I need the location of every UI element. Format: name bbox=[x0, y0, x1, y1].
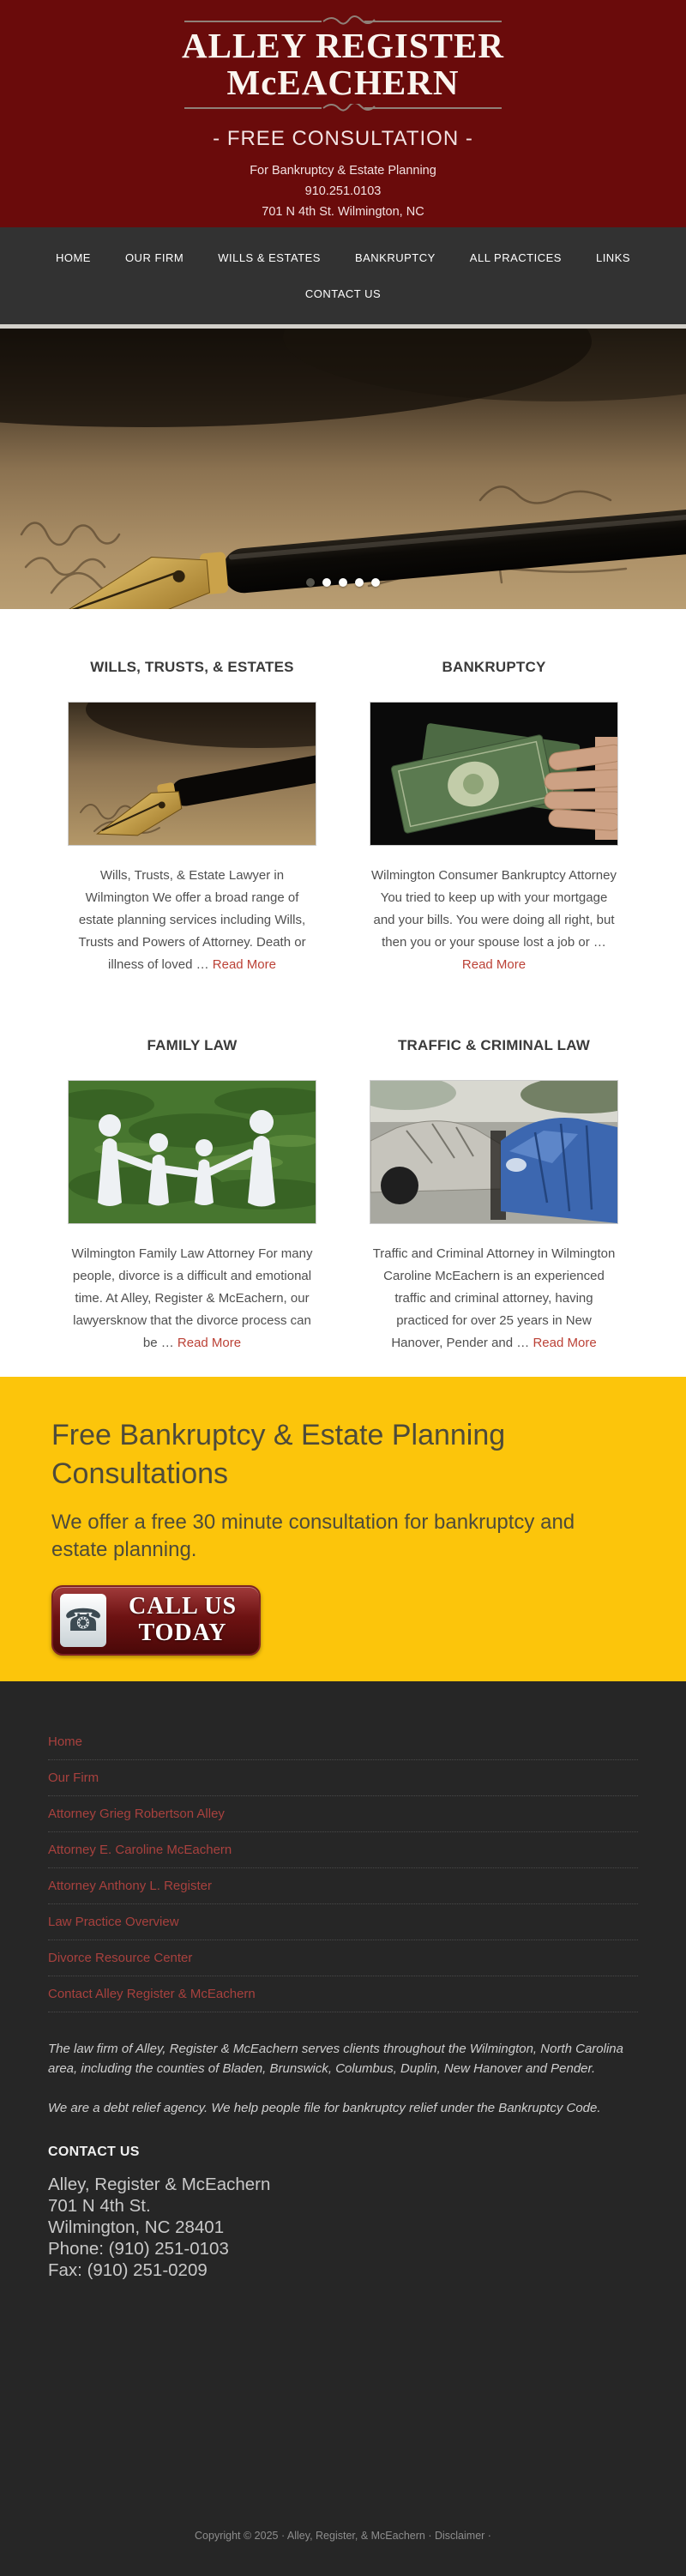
footer-link-attorney-mceachern[interactable]: Attorney E. Caroline McEachern bbox=[48, 1843, 232, 1857]
footer-link-attorney-register[interactable]: Attorney Anthony L. Register bbox=[48, 1879, 212, 1893]
practice-text: Wilmington Consumer Bankruptcy Attorney You tried to keep up with your mortgage and your bills. You were doing all right, but then you or your spouse lost a job or … bbox=[371, 868, 617, 950]
footer-link-contact[interactable]: Contact Alley Register & McEachern bbox=[48, 1987, 256, 2001]
nav-item-contact-us[interactable]: CONTACT US bbox=[304, 287, 382, 300]
phone-icon: ☎ bbox=[60, 1594, 106, 1647]
practice-text: Traffic and Criminal Attorney in Wilmington Caroline McEachern is an experienced traffic and criminal attorney, having practiced for over 25 years in New Hanover, Pender and … bbox=[372, 1246, 616, 1350]
practice-body-wills bbox=[68, 865, 316, 976]
practice-card-wills bbox=[68, 659, 316, 989]
footer-link-row bbox=[48, 1940, 638, 1976]
footer-link-row bbox=[48, 1760, 638, 1796]
footer-link-row bbox=[48, 1904, 638, 1940]
wills-image[interactable] bbox=[68, 702, 316, 846]
cta-text: We offer a free 30 minute consultation for bankruptcy and estate planning. bbox=[51, 1510, 575, 1562]
main-nav bbox=[0, 227, 686, 324]
footer-debt-relief-paragraph: We are a debt relief agency. We help people file for bankruptcy relief under the Bankruptcy Code. bbox=[48, 2101, 601, 2115]
carousel-dot-3[interactable] bbox=[339, 578, 347, 587]
carousel-dot-4[interactable] bbox=[355, 578, 364, 587]
footer-phone: Phone: (910) 251-0103 bbox=[48, 2239, 229, 2259]
footer-link-row bbox=[48, 1976, 638, 2012]
nav-item-wills-estates[interactable]: WILLS & ESTATES bbox=[218, 251, 321, 264]
header-address: 701 N 4th St. Wilmington, NC bbox=[262, 204, 424, 219]
nav-item-all-practices[interactable]: ALL PRACTICES bbox=[469, 251, 562, 264]
footer-link-row bbox=[48, 1832, 638, 1868]
practice-title-family: FAMILY LAW bbox=[147, 1037, 238, 1053]
practice-title-bankruptcy: BANKRUPTCY bbox=[442, 659, 546, 675]
family-law-image[interactable] bbox=[68, 1080, 316, 1224]
footer-link-home[interactable]: Home bbox=[48, 1734, 83, 1749]
header-phone: 910.251.0103 bbox=[304, 184, 382, 198]
hero-carousel bbox=[0, 324, 686, 609]
nav-item-bankruptcy[interactable]: BANKRUPTCY bbox=[354, 251, 436, 264]
logo-line-2: McEACHERN bbox=[226, 63, 460, 103]
practice-card-traffic bbox=[370, 1037, 618, 1367]
read-more-family[interactable]: Read More bbox=[177, 1336, 242, 1350]
read-more-bankruptcy[interactable]: Read More bbox=[461, 957, 527, 972]
footer-link-row bbox=[48, 1868, 638, 1904]
practice-body-bankruptcy bbox=[370, 865, 618, 976]
logo-flourish-top bbox=[184, 15, 502, 26]
free-consultation-tagline: - FREE CONSULTATION - bbox=[213, 126, 473, 150]
footer-nav bbox=[48, 1724, 638, 2012]
footer-link-row bbox=[48, 1724, 638, 1760]
footer-link-our-firm[interactable]: Our Firm bbox=[48, 1771, 99, 1785]
footer-contact-heading: CONTACT US bbox=[48, 2144, 140, 2159]
practice-text: Wilmington Family Law Attorney For many people, divorce is a difficult and emotional time. At Alley, Register & McEachern, our lawyersknow that the divorce process can be … bbox=[71, 1246, 313, 1350]
practice-body-traffic bbox=[370, 1243, 618, 1354]
practice-title-wills: WILLS, TRUSTS, & ESTATES bbox=[90, 659, 294, 675]
carousel-dot-1[interactable] bbox=[306, 578, 315, 587]
cta-heading: Free Bankruptcy & Estate Planning Consultations bbox=[51, 1419, 506, 1490]
disclaimer-link[interactable]: Disclaimer bbox=[434, 2530, 485, 2542]
footer-link-row bbox=[48, 1796, 638, 1832]
site-footer bbox=[0, 1681, 686, 2576]
nav-item-links[interactable]: LINKS bbox=[595, 251, 631, 264]
footer-city-state: Wilmington, NC 28401 bbox=[48, 2217, 225, 2237]
read-more-wills[interactable]: Read More bbox=[212, 957, 276, 972]
copyright-suffix: · bbox=[484, 2530, 491, 2542]
practice-card-bankruptcy bbox=[370, 659, 618, 989]
cta-button-line1: CALL US bbox=[128, 1592, 238, 1620]
logo-line-1: ALLEY REGISTER bbox=[182, 26, 504, 65]
copyright-line bbox=[48, 2530, 638, 2576]
carousel-dot-5[interactable] bbox=[371, 578, 380, 587]
carousel-dot-2[interactable] bbox=[322, 578, 331, 587]
copyright-text: Copyright © 2025 · Alley, Register, & McEachern · bbox=[195, 2530, 435, 2542]
cta-button-label bbox=[106, 1594, 259, 1647]
logo-flourish-bottom bbox=[184, 104, 502, 114]
carousel-dots bbox=[0, 578, 686, 587]
traffic-image[interactable] bbox=[370, 1080, 618, 1224]
footer-fax: Fax: (910) 251-0209 bbox=[48, 2260, 208, 2281]
footer-street: 701 N 4th St. bbox=[48, 2195, 151, 2216]
practice-text: Wills, Trusts, & Estate Lawyer in Wilmington We offer a broad range of estate planning services including Wills, Trusts and Powers of Attorney. Death or illness of loved … bbox=[78, 868, 306, 972]
practice-body-family bbox=[68, 1243, 316, 1354]
read-more-traffic[interactable]: Read More bbox=[533, 1336, 597, 1350]
practice-areas-section bbox=[0, 609, 686, 1377]
cta-button-line2: TODAY bbox=[138, 1619, 227, 1646]
footer-link-divorce-resource-center[interactable]: Divorce Resource Center bbox=[48, 1951, 193, 1965]
call-us-today-button[interactable] bbox=[51, 1585, 261, 1656]
consultation-cta-section bbox=[0, 1377, 686, 1681]
footer-service-area-paragraph: The law firm of Alley, Register & McEachern serves clients throughout the Wilmington, North Carolina area, including the counties of Bladen, Brunswick, Columbus, Duplin, New Hanover and Pender. bbox=[48, 2042, 623, 2076]
practice-card-family bbox=[68, 1037, 316, 1367]
site-logo[interactable] bbox=[0, 27, 686, 102]
footer-address-block bbox=[48, 2174, 638, 2282]
nav-item-home[interactable]: HOME bbox=[55, 251, 91, 264]
footer-firm-name: Alley, Register & McEachern bbox=[48, 2174, 271, 2194]
header-subtagline: For Bankruptcy & Estate Planning bbox=[250, 163, 436, 178]
practice-title-traffic: TRAFFIC & CRIMINAL LAW bbox=[397, 1037, 591, 1053]
nav-item-our-firm[interactable]: OUR FIRM bbox=[124, 251, 184, 264]
site-header bbox=[0, 0, 686, 227]
bankruptcy-image[interactable] bbox=[370, 702, 618, 846]
footer-link-attorney-alley[interactable]: Attorney Grieg Robertson Alley bbox=[48, 1807, 225, 1821]
hero-image[interactable] bbox=[0, 329, 686, 609]
footer-link-law-practice-overview[interactable]: Law Practice Overview bbox=[48, 1915, 179, 1929]
